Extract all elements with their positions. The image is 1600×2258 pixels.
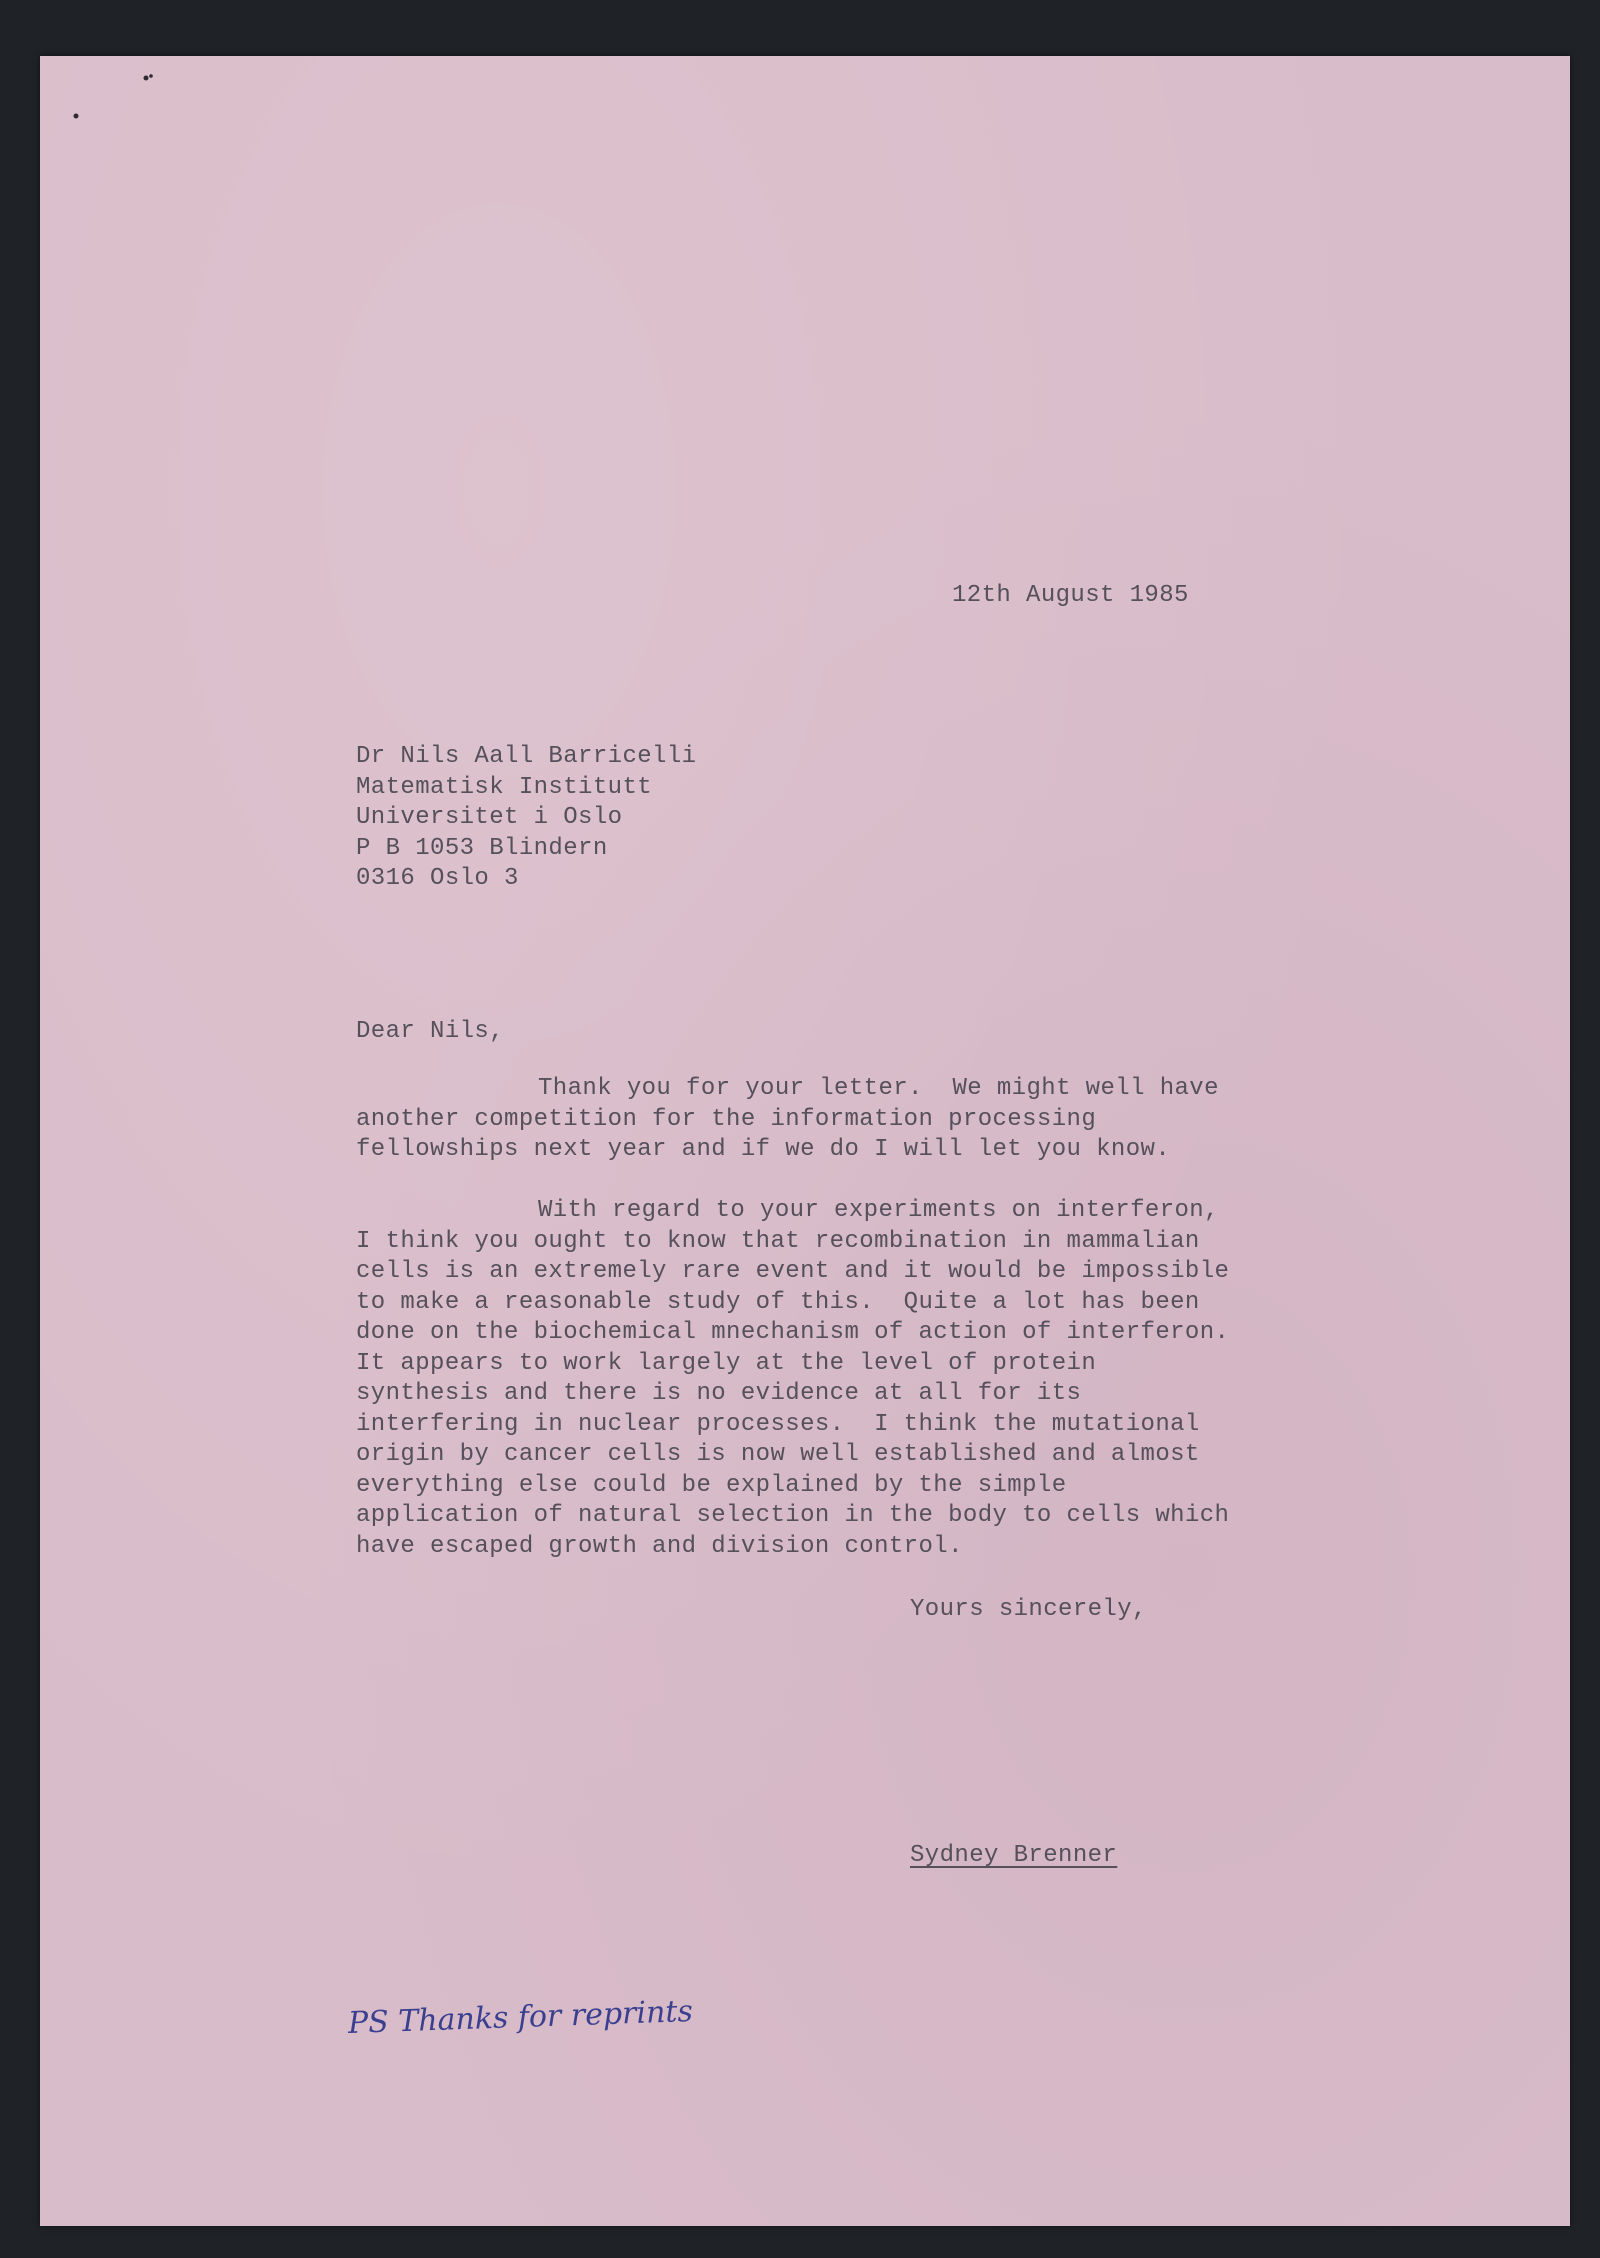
address-line: 0316 Oslo 3: [356, 865, 519, 892]
paragraph-line: It appears to work largely at the level of protein: [356, 1349, 1097, 1377]
paragraph-line: synthesis and there is no evidence at all for its: [356, 1380, 1082, 1407]
paragraph-1: [356, 1074, 1219, 1166]
paragraph-line: another competition for the information processing: [356, 1105, 1097, 1133]
letter-page: [40, 56, 1570, 2226]
paragraph-line: cells is an extremely rare event and it would be impossible: [356, 1258, 1230, 1285]
paragraph-line: Thank you for your letter. We might well have: [538, 1075, 1219, 1102]
address-line: Dr Nils Aall Barricelli: [356, 743, 697, 770]
paragraph-line: With regard to your experiments on interferon,: [538, 1197, 1219, 1224]
address-line: Universitet i Oslo: [356, 804, 623, 831]
paragraph-line: interfering in nuclear processes. I think the mutational: [356, 1410, 1200, 1438]
handwritten-postscript: PS Thanks for reprints: [347, 1993, 694, 2041]
paragraph-line: origin by cancer cells is now well established and almost: [356, 1441, 1200, 1468]
paragraph-2: [356, 1196, 1229, 1562]
letter-date: 12th August 1985: [952, 582, 1189, 609]
paragraph-line: fellowships next year and if we do I will let you know.: [356, 1136, 1171, 1163]
closing: Yours sincerely,: [910, 1596, 1147, 1623]
paper-specks: [40, 56, 240, 176]
signature-name: Sydney Brenner: [910, 1842, 1118, 1869]
paragraph-line: have escaped growth and division control.: [356, 1532, 963, 1560]
address-line: P B 1053 Blindern: [356, 834, 608, 862]
paragraph-line: to make a reasonable study of this. Quite a lot has been: [356, 1288, 1200, 1316]
salutation: Dear Nils,: [356, 1018, 505, 1045]
paragraph-line: I think you ought to know that recombination in mammalian: [356, 1227, 1200, 1255]
paragraph-line: done on the biochemical mnechanism of action of interferon.: [356, 1319, 1230, 1346]
paragraph-line: application of natural selection in the body to cells which: [356, 1502, 1230, 1529]
recipient-address: [356, 742, 696, 895]
paragraph-line: everything else could be explained by the simple: [356, 1471, 1067, 1499]
address-line: Matematisk Institutt: [356, 773, 653, 801]
